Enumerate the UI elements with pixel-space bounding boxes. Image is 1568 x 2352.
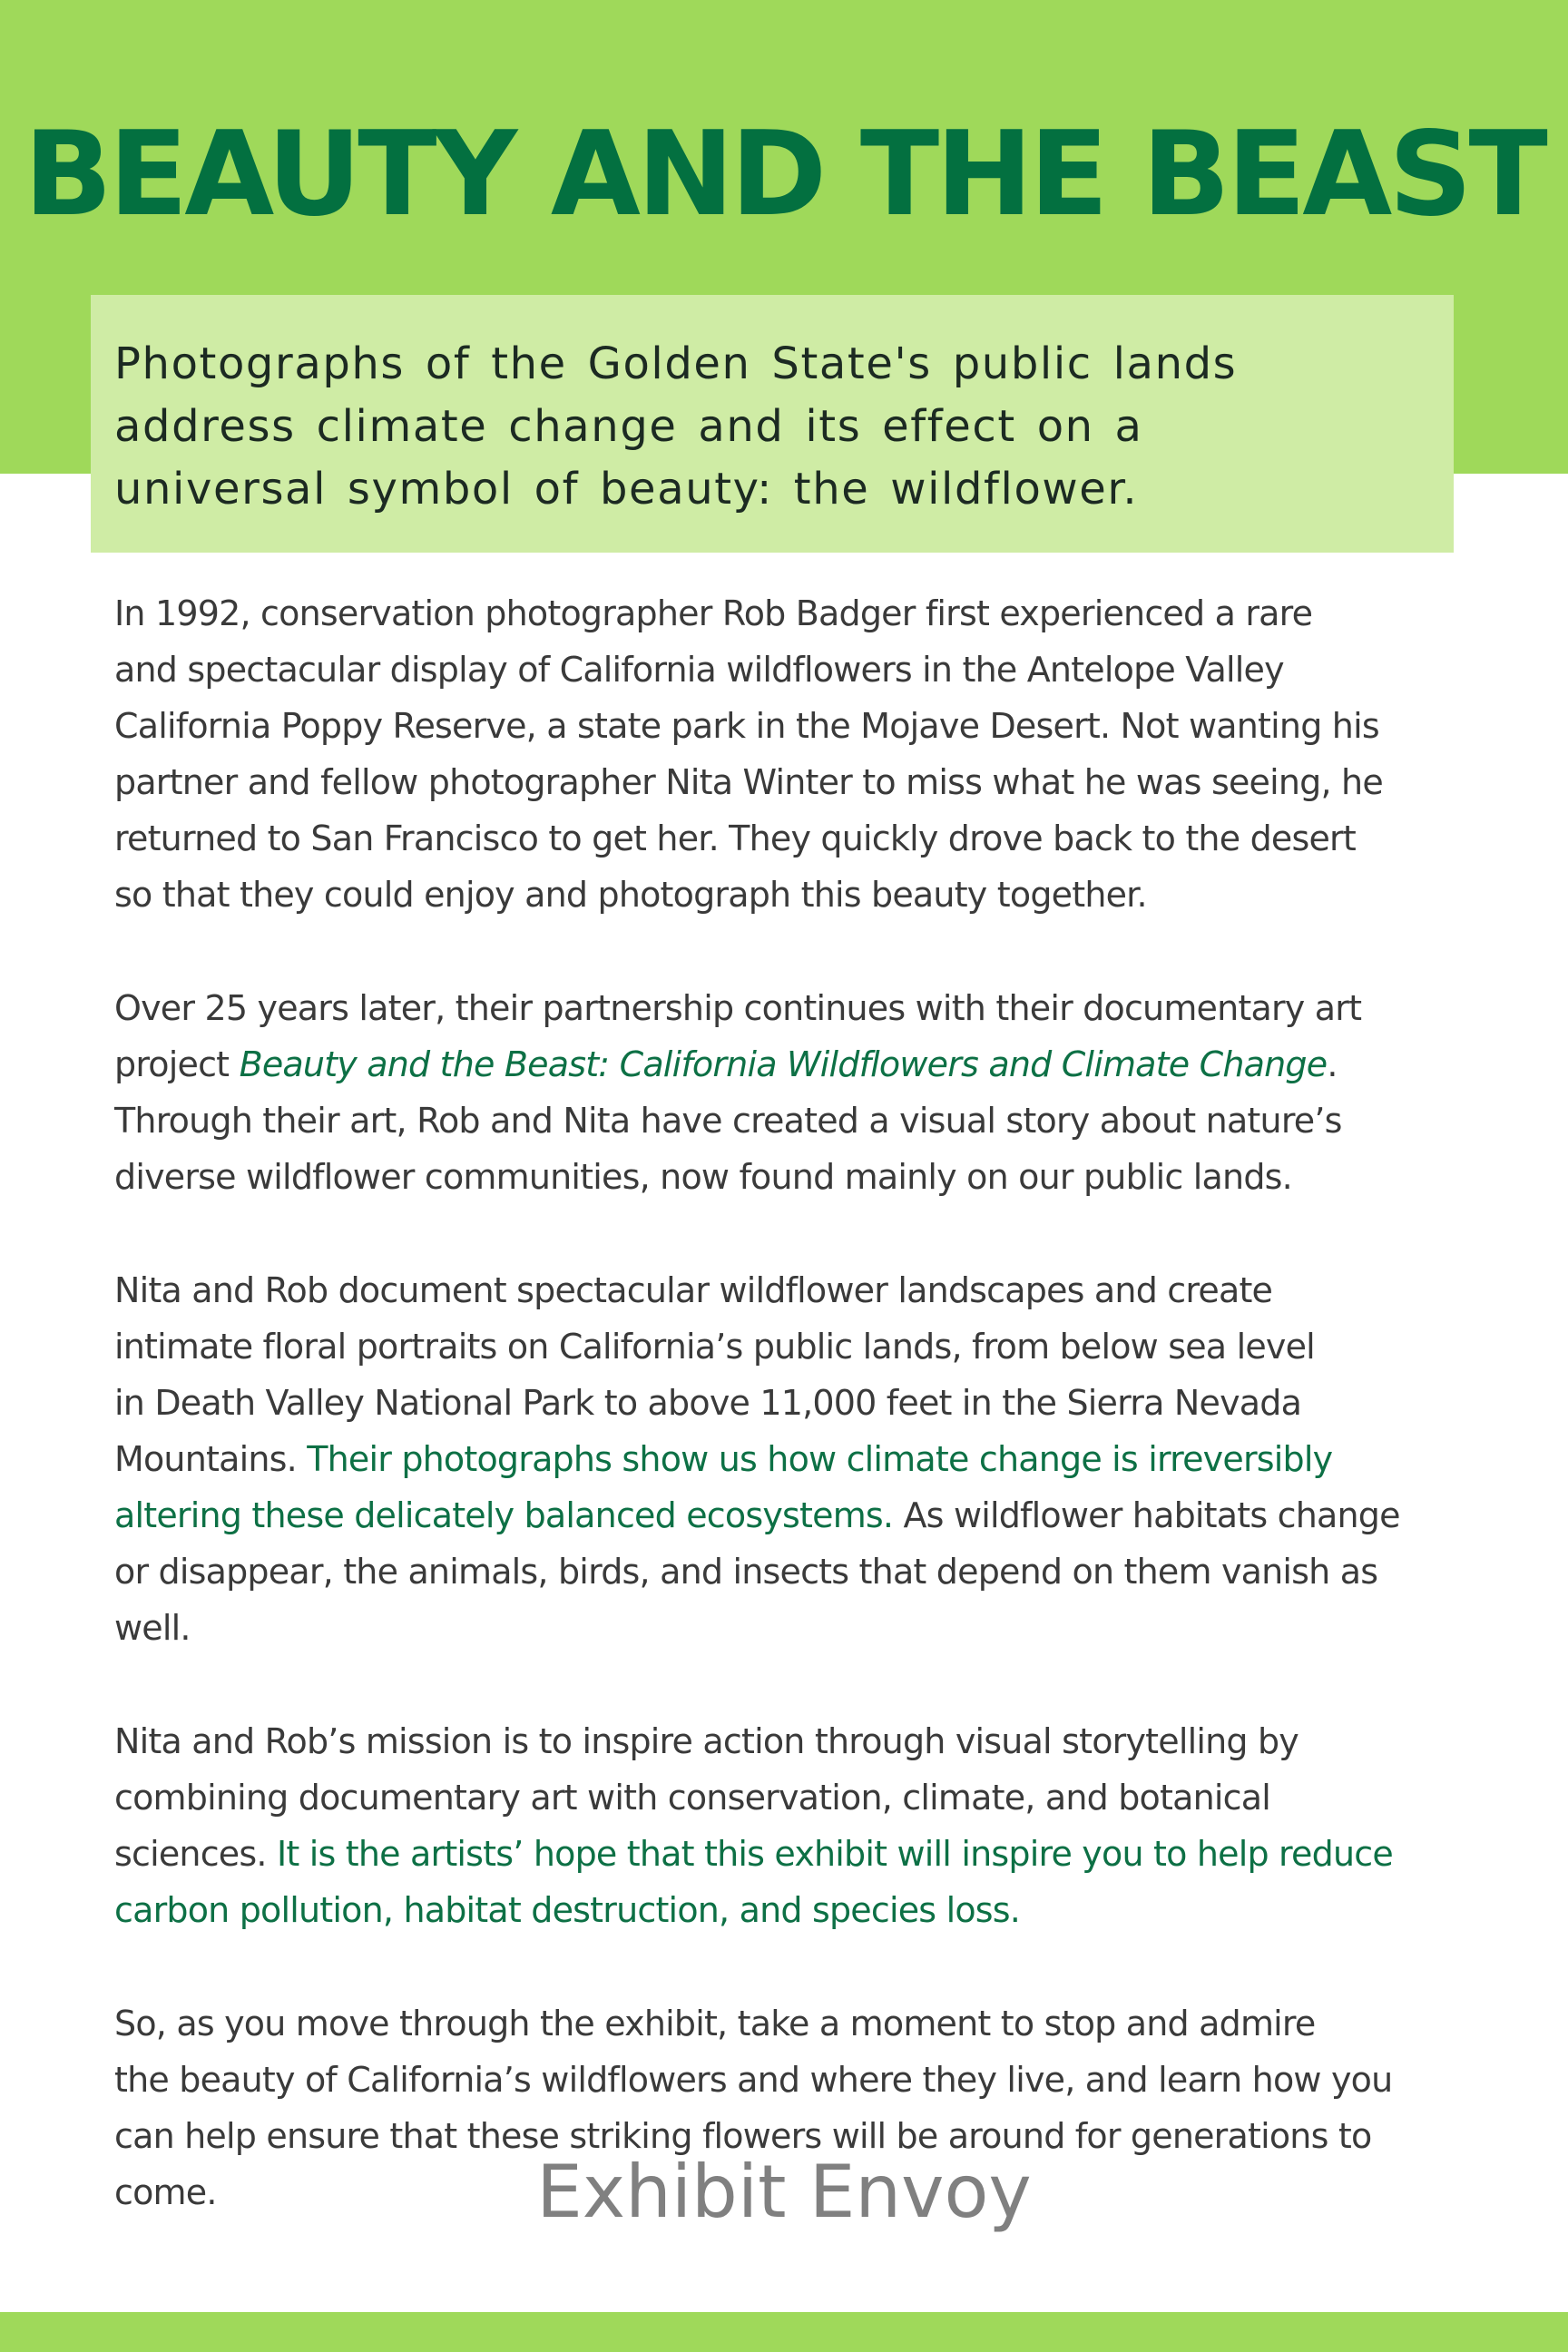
paragraph-partnership: [114, 980, 1475, 1205]
paragraph-documentation-intro: Nita and Rob document spectacular wildflower landscapes and create intimate floral portraits on California’s public lands, from below sea level in Death Valley National Park to above 11,000 feet in the Sierra Nevada Mountains.: [114, 1270, 1315, 1479]
bottom-green-band: [0, 2312, 1568, 2352]
paragraph-partnership-intro: Over 25 years later, their partnership continues with their documentary art project: [114, 988, 1362, 1084]
climate-highlight: Their photographs show us how climate change is irreversibly altering these delicately balanced ecosystems.: [114, 1439, 1333, 1535]
watermark-text: Exhibit Envoy: [536, 2150, 1032, 2234]
paragraph-partnership-rest: . Through their art, Rob and Nita have created a visual story about nature’s diverse wildflower communities, now found mainly on our public lands.: [114, 1044, 1342, 1197]
subtitle-box: [91, 295, 1454, 553]
hope-highlight: It is the artists’ hope that this exhibit will inspire you to help reduce carbon pollution, habitat destruction, and species loss.: [114, 1834, 1393, 1930]
subtitle-text: Photographs of the Golden State's public lands address climate change and its effect on a universal symbol of beauty: the wildflower.: [114, 338, 1238, 514]
page-title: BEAUTY AND THE BEAST: [24, 107, 1544, 242]
paragraph-documentation-rest: As wildflower habitats change or disappear, the animals, birds, and insects that depend on them vanish as well.: [114, 1495, 1400, 1648]
paragraph-closing: So, as you move through the exhibit, take a moment to stop and admire the beauty of California’s wildflowers and where they live, and learn how you can help ensure that these striking flowers will be around for generations to come.: [114, 2004, 1393, 2212]
paragraph-mission-intro: Nita and Rob’s mission is to inspire action through visual storytelling by combining documentary art with conservation, climate, and botanical sciences.: [114, 1721, 1298, 1874]
paragraph-history: In 1992, conservation photographer Rob Badger first experienced a rare and spectacular display of California wildflowers in the Antelope Valley California Poppy Reserve, a state park in the Mojave Desert. Not wanting his partner and fellow photographer Nita Winter to miss what he was seeing, he returned to San Francisco to get her. They quickly drove back to the desert so that they could enjoy and photograph this beauty together.: [114, 593, 1383, 915]
paragraph-mission: [114, 1713, 1475, 1938]
project-title: Beauty and the Beast: California Wildflowers and Climate Change: [239, 1044, 1328, 1084]
paragraph-documentation: [114, 1262, 1475, 1656]
